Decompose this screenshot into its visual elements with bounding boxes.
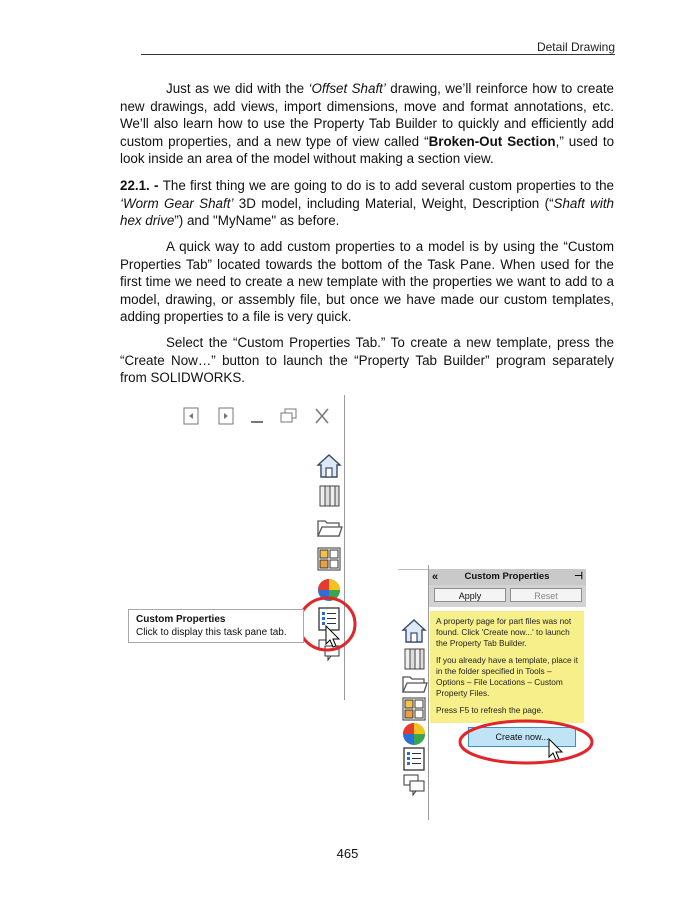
tooltip-text: Click to display this task pane tab.	[136, 627, 287, 638]
paragraph-custom-properties: A quick way to add custom properties to a model is by using the “Custom Properties Tab” located towards the bottom of the Task Pane. When used for the first time we need to create a new template with the properties we want to add to a model, drawing, or assembly file, but once we have made our custom templates, adding properties to a file is very quick.	[120, 239, 614, 324]
message-refresh: Press F5 to refresh the page.	[436, 705, 544, 715]
collapse-arrows-icon[interactable]: «	[432, 571, 439, 583]
paragraph-step: 22.1. - The first thing we are going to do is to add several custom properties to the ‘Worm Gear Shaft’ 3D model, including Material, Weight, Description (“Shaft with hex drive”) and "MyName" as before.	[120, 178, 615, 228]
appearances-icon[interactable]	[400, 720, 428, 748]
highlight-circle	[296, 594, 358, 654]
file-explorer-icon[interactable]	[400, 669, 428, 697]
custom-properties-pane-screenshot	[398, 565, 588, 820]
message-not-found: A property page for part files was not found. Click 'Create now...' to launch the Property Tab Builder.	[436, 616, 572, 648]
header-rule	[141, 54, 615, 55]
header-title: Detail Drawing	[536, 40, 615, 54]
close-icon[interactable]	[314, 407, 330, 425]
page-number: 465	[336, 846, 359, 861]
home-icon[interactable]	[315, 452, 343, 480]
file-explorer-icon[interactable]	[315, 513, 343, 541]
message-template-location: If you already have a template, place it in the folder specified in Tools – Options – File Locations – Custom Property Files.	[436, 655, 579, 698]
view-palette-icon[interactable]	[315, 545, 343, 573]
custom-properties-icon[interactable]	[400, 745, 428, 773]
view-palette-icon[interactable]	[400, 695, 428, 723]
task-pane-border	[428, 565, 429, 820]
highlight-circle	[456, 718, 596, 766]
design-library-icon[interactable]	[315, 482, 343, 510]
panel-titlebar	[428, 569, 586, 585]
message-box	[430, 611, 584, 723]
minimize-icon[interactable]	[250, 407, 264, 425]
paragraph-select-tab: Select the “Custom Properties Tab.” To create a new template, press the “Create Now…” button to launch the “Property Tab Builder” program separately from SOLIDWORKS.	[120, 335, 614, 385]
pin-icon[interactable]: ⊣	[574, 571, 583, 582]
create-now-button[interactable]: Create now...	[468, 727, 576, 747]
restore-icon[interactable]	[280, 407, 298, 425]
home-icon[interactable]	[400, 617, 428, 645]
tooltip-title: Custom Properties	[136, 614, 226, 625]
tooltip-custom-properties	[128, 609, 304, 643]
collapse-left-icon[interactable]	[183, 407, 199, 425]
pane-top-border	[398, 569, 428, 570]
apply-button[interactable]: Apply	[434, 588, 506, 602]
paragraph-intro: Just as we did with the ‘Offset Shaft’ drawing, we’ll reinforce how to create new drawings, add views, import dimensions, move and format annotations, etc. We’ll also learn how to use the Property Tab Builder to quickly and efficiently add custom properties, and a new type of view called “Broken-Out Section,” used to look inside an area of the model without making a section view.	[120, 81, 615, 166]
reset-button[interactable]: Reset	[510, 588, 582, 602]
task-pane-border	[344, 395, 345, 700]
forum-icon[interactable]	[400, 770, 428, 798]
task-pane-screenshot	[128, 395, 348, 700]
panel-title: Custom Properties	[464, 571, 550, 582]
collapse-right-icon[interactable]	[218, 407, 234, 425]
